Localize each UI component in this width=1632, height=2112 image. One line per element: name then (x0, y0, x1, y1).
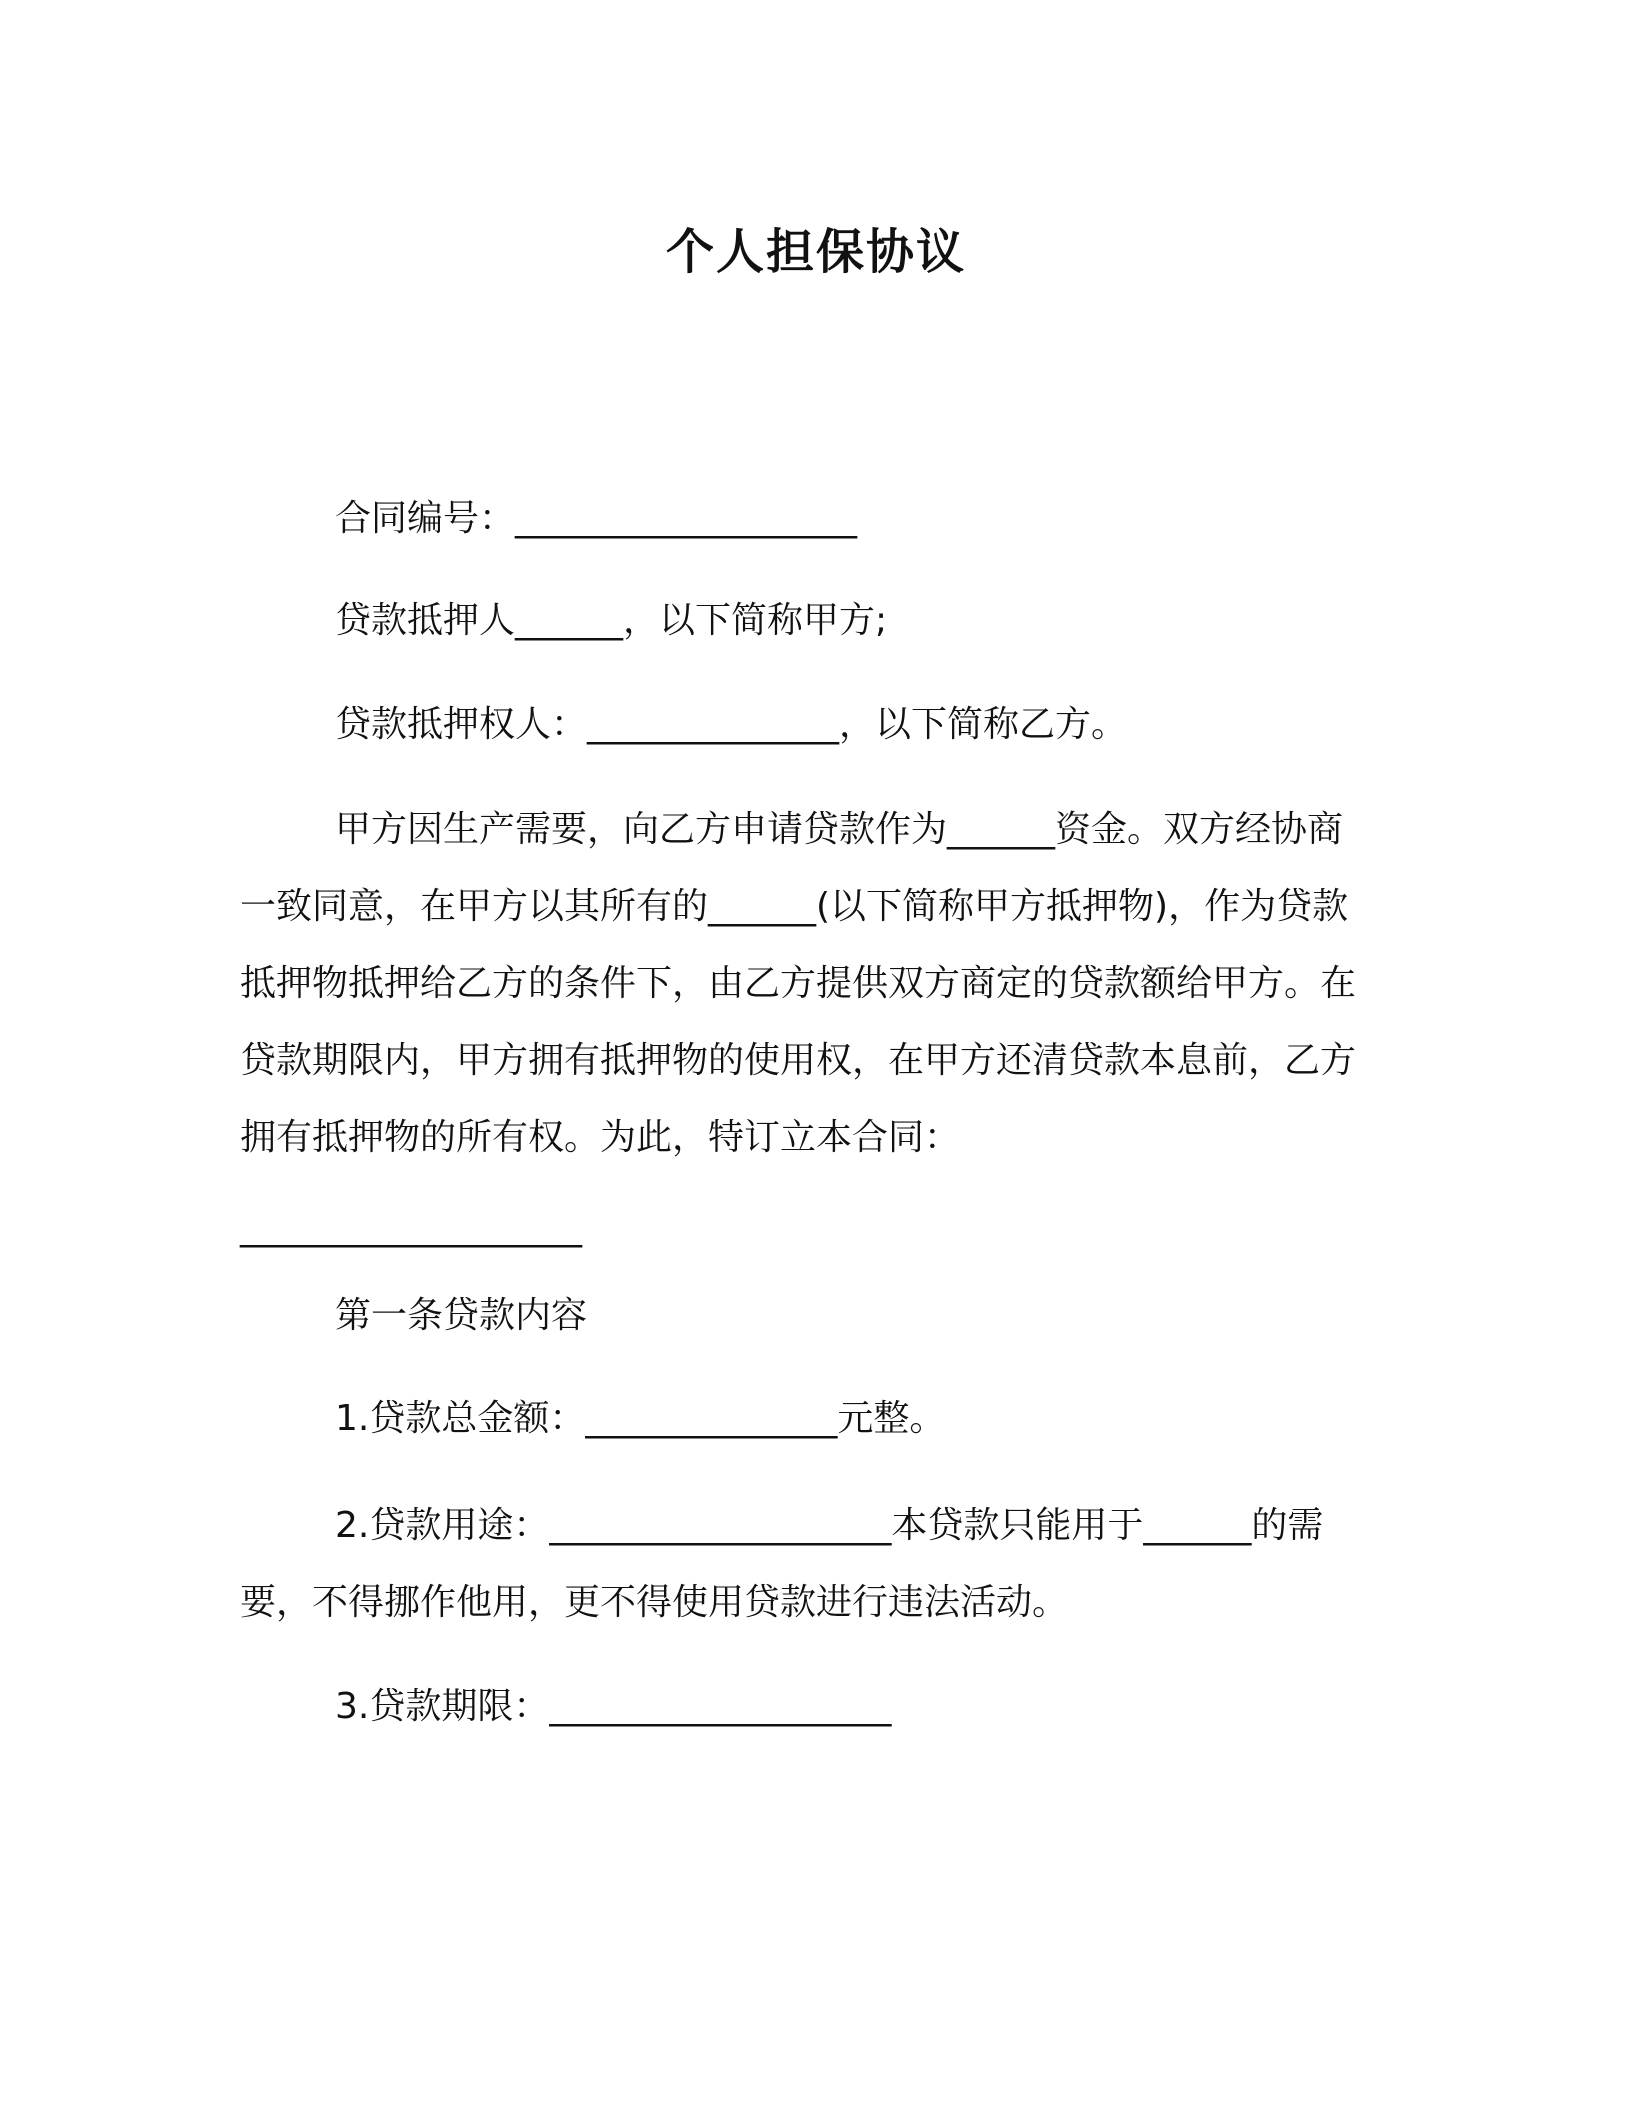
article-one-heading: 第一条贷款内容 (335, 1295, 588, 1336)
mortgagor-line: 贷款抵押人______，以下简称甲方; (335, 600, 888, 641)
loan-purpose-item: 2.贷款用途：___________________本贷款只能用于______的需要，不得挪作他用，更不得使用贷款进行违法活动。 (240, 1505, 1324, 1623)
intro-paragraph: 甲方因生产需要，向乙方申请贷款作为______资金。双方经协商一致同意，在甲方以其所有的______(以下简称甲方抵押物)，作为贷款抵押物抵押给乙方的条件下，由乙方提供双方商定的贷款额给甲方。在贷款期限内，甲方拥有抵押物的使用权，在甲方还清贷款本息前，乙方拥有抵押物的所有权。为此，特订立本合同： (240, 809, 1357, 1158)
loan-term-item: 3.贷款期限：___________________ (335, 1686, 892, 1727)
blank-underline-line: ___________________ (240, 1207, 582, 1248)
loan-amount-item: 1.贷款总金额：______________元整。 (335, 1398, 946, 1439)
contract-number-line: 合同编号：___________________ (335, 498, 858, 539)
document-title: 个人担保协议 (665, 224, 966, 280)
mortgagee-line: 贷款抵押权人：______________，以下简称乙方。 (335, 704, 1128, 745)
